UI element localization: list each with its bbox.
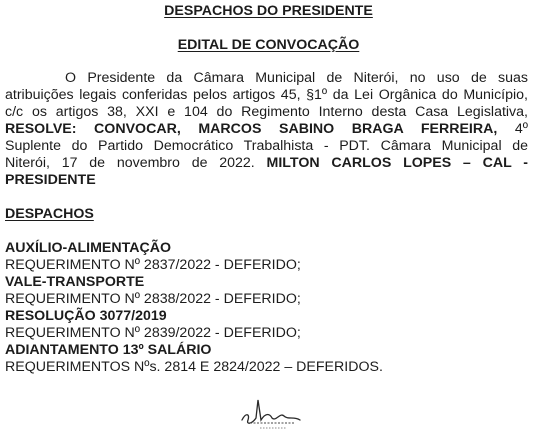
despacho-text: REQUERIMENTOS Nºs. 2814 E 2824/2022 – DEFERIDOS. (5, 359, 383, 375)
despacho-title: VALE-TRANSPORTE (5, 274, 145, 290)
despacho-text: REQUERIMENTO Nº 2839/2022 - DEFERIDO; (5, 325, 301, 341)
resolve-text: RESOLVE: CONVOCAR, MARCOS SABINO BRAGA FERREIRA, (5, 121, 498, 137)
despacho-text: REQUERIMENTO Nº 2837/2022 - DEFERIDO; (5, 257, 301, 273)
signature-icon (236, 392, 308, 438)
section-title-edital: EDITAL DE CONVOCAÇÃO (177, 37, 360, 53)
despacho-text: REQUERIMENTO Nº 2838/2022 - DEFERIDO; (5, 291, 301, 307)
edital-line-6 (5, 155, 528, 172)
despachos-heading: DESPACHOS (5, 206, 94, 222)
edital-line-5: Suplente do Partido Democrático Trabalhista - PDT. Câmara Municipal de (5, 138, 528, 154)
signatory-name: MILTON CARLOS LOPES – CAL - (266, 155, 528, 171)
edital-line-2: atribuições legais conferidas pelos artigos 45, §1º da Lei Orgânica do Município, (5, 87, 528, 103)
edital-line-3: c/c os artigos 38, XXI e 104 do Regimento Interno desta Casa Legislativa, (5, 104, 528, 120)
signatory-role: PRESIDENTE (5, 172, 96, 188)
date-text: Niterói, 17 de novembro de 2022. (5, 155, 255, 171)
edital-line-1: O Presidente da Câmara Municipal de Niterói, no uso de suas (65, 70, 528, 86)
despacho-title: AUXÍLIO-ALIMENTAÇÃO (5, 240, 172, 256)
edital-line-4 (5, 121, 528, 138)
page-title: DESPACHOS DO PRESIDENTE (164, 3, 373, 19)
suplente-ordinal: 4º (514, 121, 528, 137)
despacho-title: ADIANTAMENTO 13º SALÁRIO (5, 342, 212, 358)
despacho-title: RESOLUÇÃO 3077/2019 (5, 308, 167, 324)
